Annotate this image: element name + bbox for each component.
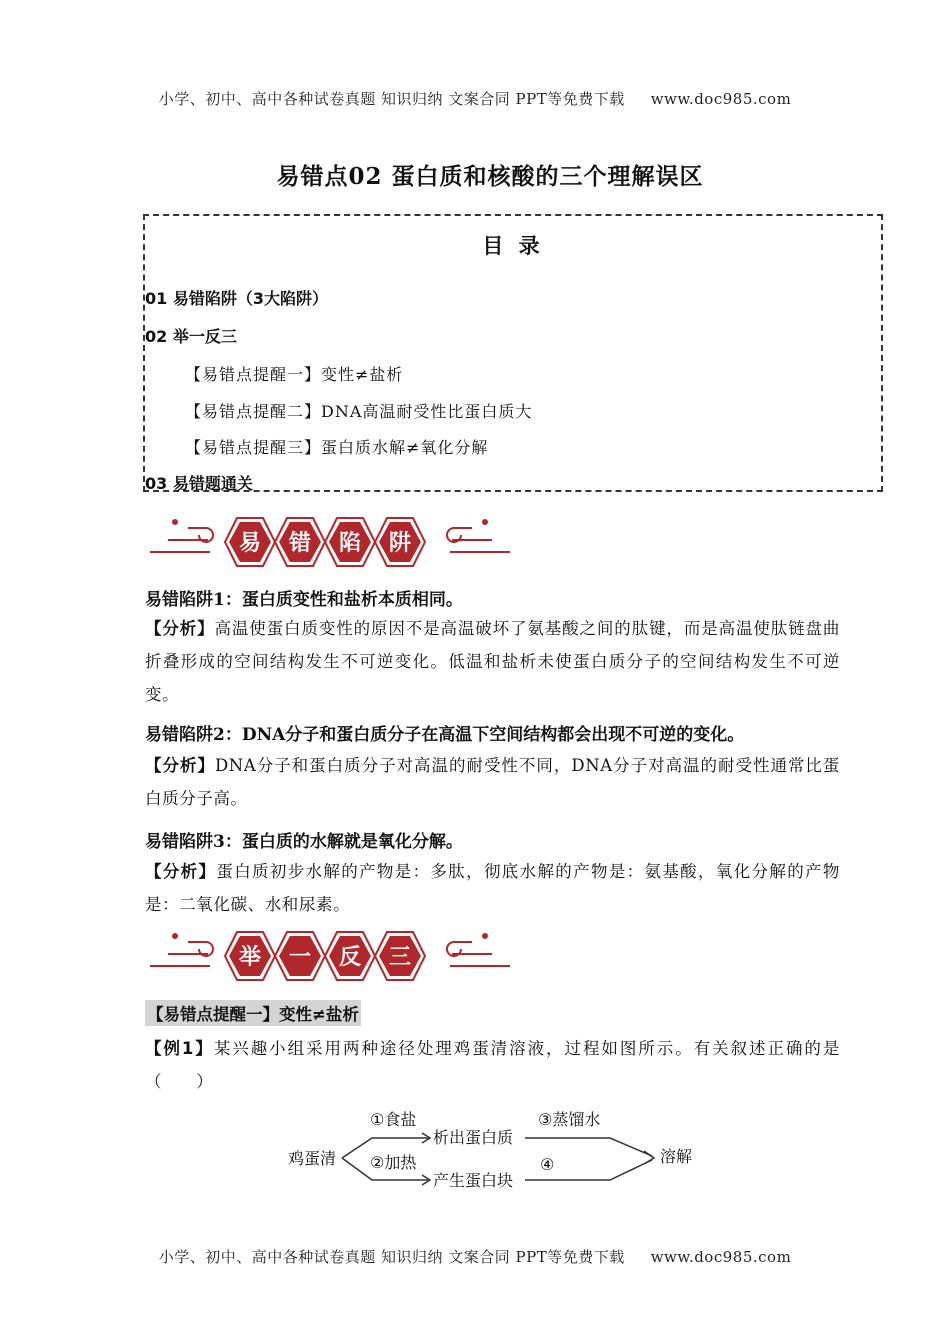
banner-left-swirl-icon — [150, 520, 213, 552]
section-banner-examples — [150, 926, 510, 986]
trap-3-question: 易错陷阱3：蛋白质的水解就是氧化分解。 — [145, 832, 463, 852]
trap-1-analysis: 【分析】高温使蛋白质变性的原因不是高温破坏了氨基酸之间的肽键，而是高温使肽链盘曲折叠形成的空间结构发生不可逆变化。低温和盐析未使蛋白质分子的空间结构发生不可逆变。 — [145, 619, 840, 704]
process-diagram — [280, 1098, 720, 1198]
toc-heading-1: 01 易错陷阱（3大陷阱） — [145, 289, 328, 308]
table-of-contents — [143, 214, 883, 492]
diagram-step-2: ②加热 — [370, 1153, 417, 1172]
footer-site: www.doc985.com — [650, 1248, 792, 1266]
banner-char: 一 — [288, 945, 312, 970]
trap-3-analysis: 【分析】蛋白质初步水解的产物是：多肽，彻底水解的产物是：氨基酸，氧化分解的产物是：二氧化碳、水和尿素。 — [145, 862, 840, 914]
toc-heading-3: 03 易错题通关 — [145, 474, 253, 493]
toc-sub-2: 【易错点提醒二】DNA高温耐受性比蛋白质大 — [185, 402, 533, 421]
toc-sub-3: 【易错点提醒三】蛋白质水解≠氧化分解 — [185, 438, 489, 457]
banner-char: 错 — [288, 531, 312, 556]
banner-char: 易 — [238, 531, 262, 556]
section-banner-traps — [150, 512, 510, 572]
diagram-start: 鸡蛋清 — [288, 1149, 337, 1168]
page-footer: 小学、初中、高中各种试卷真题 知识归纳 文案合同 PPT等免费下载 www.doc985.com — [158, 1248, 792, 1266]
toc-heading-2: 02 举一反三 — [145, 327, 237, 346]
example-1: 【例1】某兴趣小组采用两种途径处理鸡蛋清溶液，过程如图所示。有关叙述正确的是（ ） — [145, 1039, 840, 1091]
banner-left-swirl-icon — [150, 934, 213, 966]
reminder-1-heading: 【易错点提醒一】变性≠盐析 — [145, 1000, 361, 1026]
header-site: www.doc985.com — [650, 90, 792, 108]
banner-char: 反 — [338, 945, 362, 970]
trap-2-question: 易错陷阱2：DNA分子和蛋白质分子在高温下空间结构都会出现不可逆的变化。 — [145, 725, 745, 745]
banner-char: 阱 — [388, 531, 412, 556]
banner-char: 举 — [238, 945, 262, 970]
page-header: 小学、初中、高中各种试卷真题 知识归纳 文案合同 PPT等免费下载 www.doc985.com — [158, 90, 792, 108]
trap-2-analysis: 【分析】DNA分子和蛋白质分子对高温的耐受性不同，DNA分子对高温的耐受性通常比蛋白质分子高。 — [145, 756, 840, 808]
toc-title: 目 录 — [482, 234, 544, 258]
diagram-mid-1: 析出蛋白质 — [433, 1128, 514, 1147]
banner-char: 三 — [388, 945, 412, 970]
diagram-step-4: ④ — [540, 1155, 555, 1174]
page-title: 易错点02 蛋白质和核酸的三个理解误区 — [276, 163, 704, 190]
banner-right-swirl-icon — [447, 934, 510, 966]
banner-char: 陷 — [338, 531, 362, 556]
diagram-step-3: ③蒸馏水 — [538, 1110, 601, 1129]
trap-1-question: 易错陷阱1：蛋白质变性和盐析本质相同。 — [145, 590, 463, 610]
diagram-mid-2: 产生蛋白块 — [433, 1171, 514, 1190]
diagram-step-1: ①食盐 — [370, 1110, 417, 1129]
diagram-end: 溶解 — [660, 1147, 693, 1166]
toc-sub-1: 【易错点提醒一】变性≠盐析 — [185, 365, 404, 384]
banner-right-swirl-icon — [447, 520, 510, 552]
